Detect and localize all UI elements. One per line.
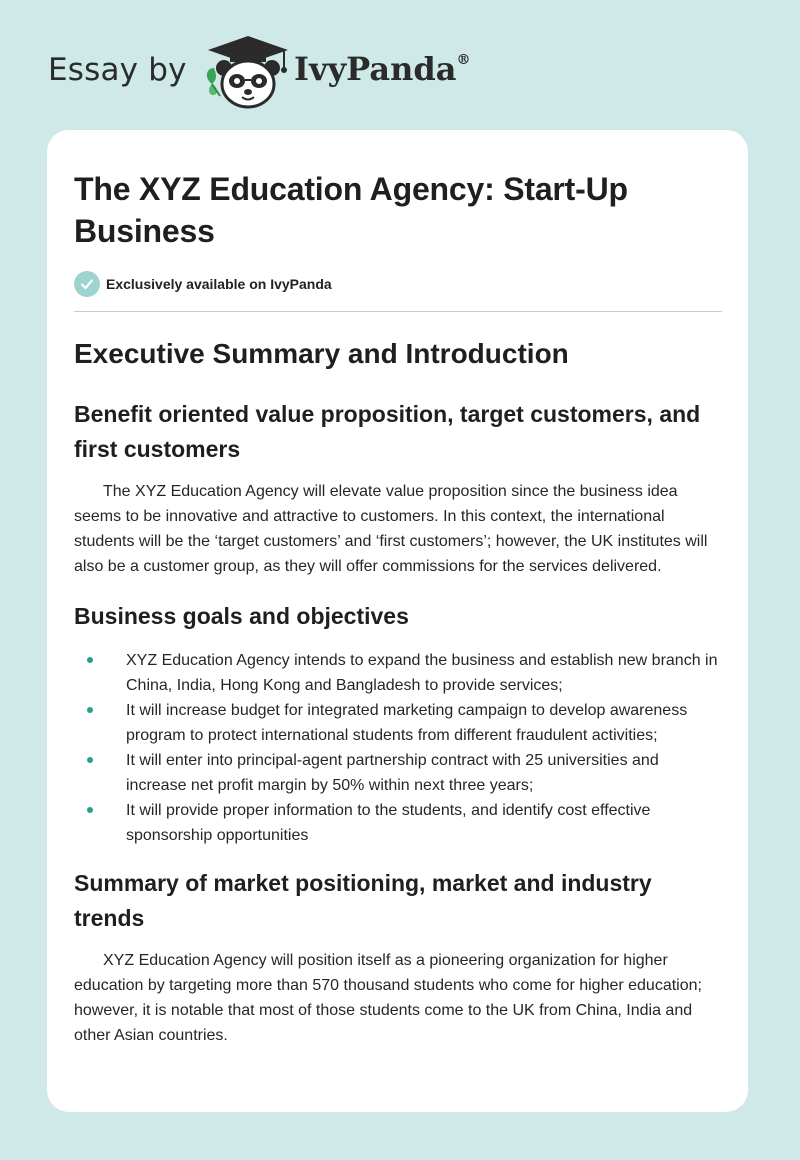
goals-list [74, 648, 722, 848]
paragraph-market-positioning: XYZ Education Agency will position itself as a pioneering organization for higher education by targeting more than 570 thousand students who come for higher education; however, it is notable that most of those students come to the UK from China, India and other Asian countries. [74, 952, 702, 1044]
section-heading: Executive Summary and Introduction [74, 338, 569, 369]
bullet-dot-icon [87, 657, 93, 663]
panda-graduate-logo-icon[interactable] [198, 34, 298, 110]
divider [74, 311, 722, 312]
bullet-dot-icon [87, 707, 93, 713]
subsection-heading-market-positioning: Summary of market positioning, market and industry trends [74, 870, 652, 931]
subsection-heading-goals: Business goals and objectives [74, 603, 409, 629]
subsection-heading-value-proposition: Benefit oriented value proposition, target customers, and first customers [74, 401, 701, 462]
bullet-dot-icon [87, 807, 93, 813]
exclusive-badge [74, 270, 722, 298]
page-title: The XYZ Education Agency: Start-Up Business [74, 171, 628, 249]
paragraph-value-proposition: The XYZ Education Agency will elevate value proposition since the business idea seems to be innovative and attractive to customers. In this context, the international students will be the ‘target customers’ and ‘first customers’; however, the UK institutes will also be a customer group, as they will offer commissions for the services delivered. [74, 483, 708, 575]
registered-mark: ® [456, 52, 471, 69]
essay-by-label: Essay by [48, 52, 187, 88]
essay-card [47, 130, 748, 1112]
brand-name[interactable]: IvyPanda® [294, 50, 471, 88]
list-item: It will provide proper information to the students, and identify cost effective sponsorship opportunities [74, 798, 722, 848]
check-icon [74, 271, 100, 297]
exclusive-label: Exclusively available on IvyPanda [106, 276, 332, 292]
list-item: It will enter into principal-agent partnership contract with 25 universities and increase net profit margin by 50% within next three years; [74, 748, 722, 798]
site-header [48, 34, 568, 110]
list-item: XYZ Education Agency intends to expand the business and establish new branch in China, India, Hong Kong and Bangladesh to provide services; [74, 648, 722, 698]
bullet-dot-icon [87, 757, 93, 763]
list-item: It will increase budget for integrated marketing campaign to develop awareness program to protect international students from different fraudulent activities; [74, 698, 722, 748]
